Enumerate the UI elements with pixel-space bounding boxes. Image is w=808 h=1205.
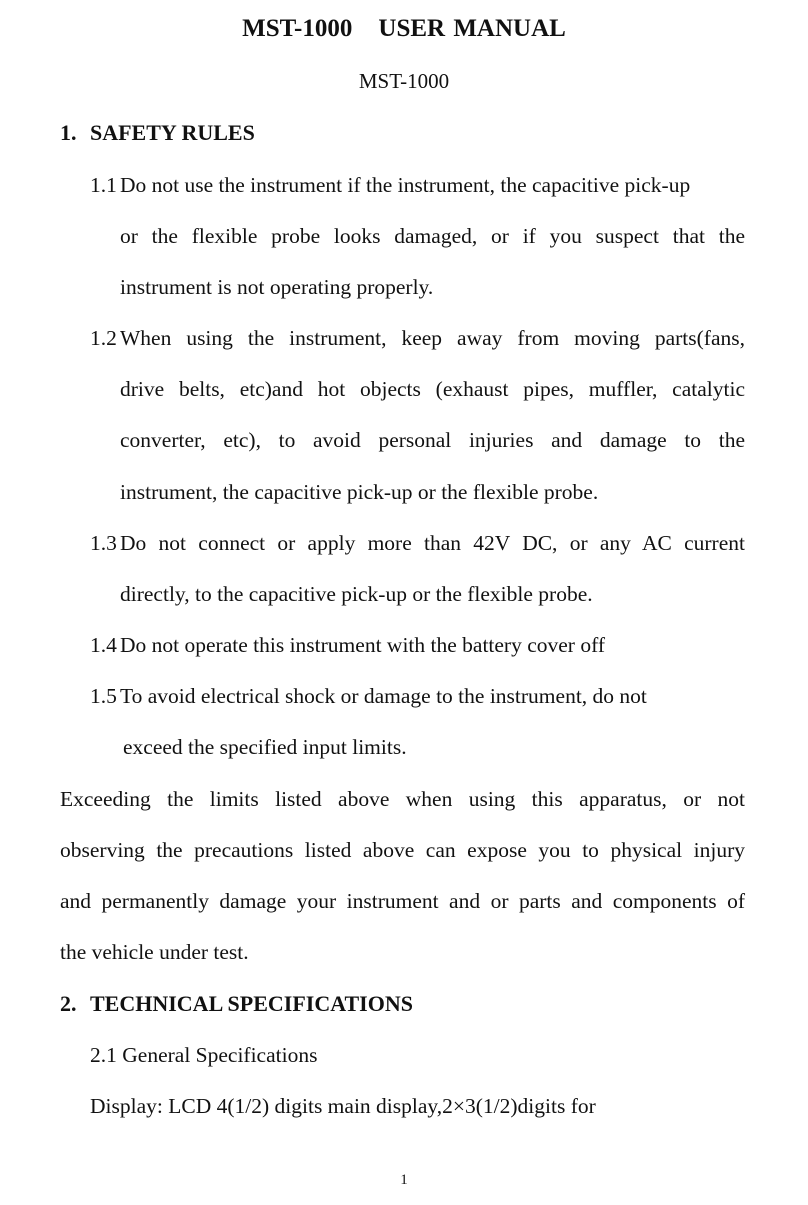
item-1-4-first-line: [90, 630, 605, 660]
item-1-3-line-1: Do not connect or apply more than 42V DC, or any AC current: [120, 531, 745, 555]
item-1-2-line-4: instrument, the capacitive pick-up or the flexible probe.: [120, 480, 599, 504]
title-text: USER MANUAL: [378, 15, 566, 42]
item-1-2-line-1: When using the instrument, keep away from moving parts(fans,: [120, 326, 745, 350]
item-1-2-number: 1.2: [90, 326, 117, 350]
item-1-1-number-line: [90, 170, 690, 200]
section-2-title: TECHNICAL SPECIFICATIONS: [90, 991, 413, 1016]
item-1-3-line-2: directly, to the capacitive pick-up or the flexible probe.: [120, 582, 593, 606]
item-1-5-number: 1.5: [90, 684, 117, 708]
section-1-heading: [60, 118, 255, 148]
item-1-5-line-1: To avoid electrical shock or damage to the instrument, do not: [120, 684, 647, 708]
document-subtitle: MST-1000: [358, 69, 450, 93]
item-1-1-line-3: instrument is not operating properly.: [120, 275, 434, 299]
warning-line-1: Exceeding the limits listed above when using this apparatus, or not: [60, 787, 745, 811]
section-1-number: 1.: [60, 120, 77, 145]
item-1-3-first-line: [90, 528, 745, 558]
title-model: MST-1000: [242, 15, 353, 42]
item-1-1-line-1: Do not use the instrument if the instrument, the capacitive pick-up: [120, 173, 691, 197]
section-1-title: SAFETY RULES: [90, 120, 255, 145]
display-spec-line: Display: LCD 4(1/2) digits main display,2×3(1/2)digits for: [90, 1094, 596, 1118]
item-1-5-line-2: exceed the specified input limits.: [123, 735, 407, 759]
warning-line-3: and permanently damage your instrument and or parts and components of: [60, 889, 745, 913]
item-1-4-number: 1.4: [90, 633, 117, 657]
item-1-2-first-line: [90, 323, 745, 353]
item-1-5-first-line: [90, 681, 647, 711]
item-1-4-line-1: Do not operate this instrument with the battery cover off: [120, 633, 606, 657]
section-2-heading: [60, 989, 413, 1019]
section-2-number: 2.: [60, 991, 77, 1016]
item-1-2-line-2: drive belts, etc)and hot objects (exhaust pipes, muffler, catalytic: [120, 377, 745, 401]
section-2-1-heading: 2.1 General Specifications: [90, 1043, 318, 1067]
warning-line-2: observing the precautions listed above can expose you to physical injury: [60, 838, 745, 862]
page-number: 1: [400, 1172, 408, 1188]
item-1-3-number: 1.3: [90, 531, 117, 555]
warning-line-4: the vehicle under test.: [60, 940, 249, 964]
item-1-2-line-3: converter, etc), to avoid personal injuries and damage to the: [120, 428, 745, 452]
item-1-1-line-2: or the flexible probe looks damaged, or if you suspect that the: [120, 224, 745, 248]
item-1-1-number: 1.1: [90, 173, 117, 197]
document-title: [0, 14, 808, 44]
